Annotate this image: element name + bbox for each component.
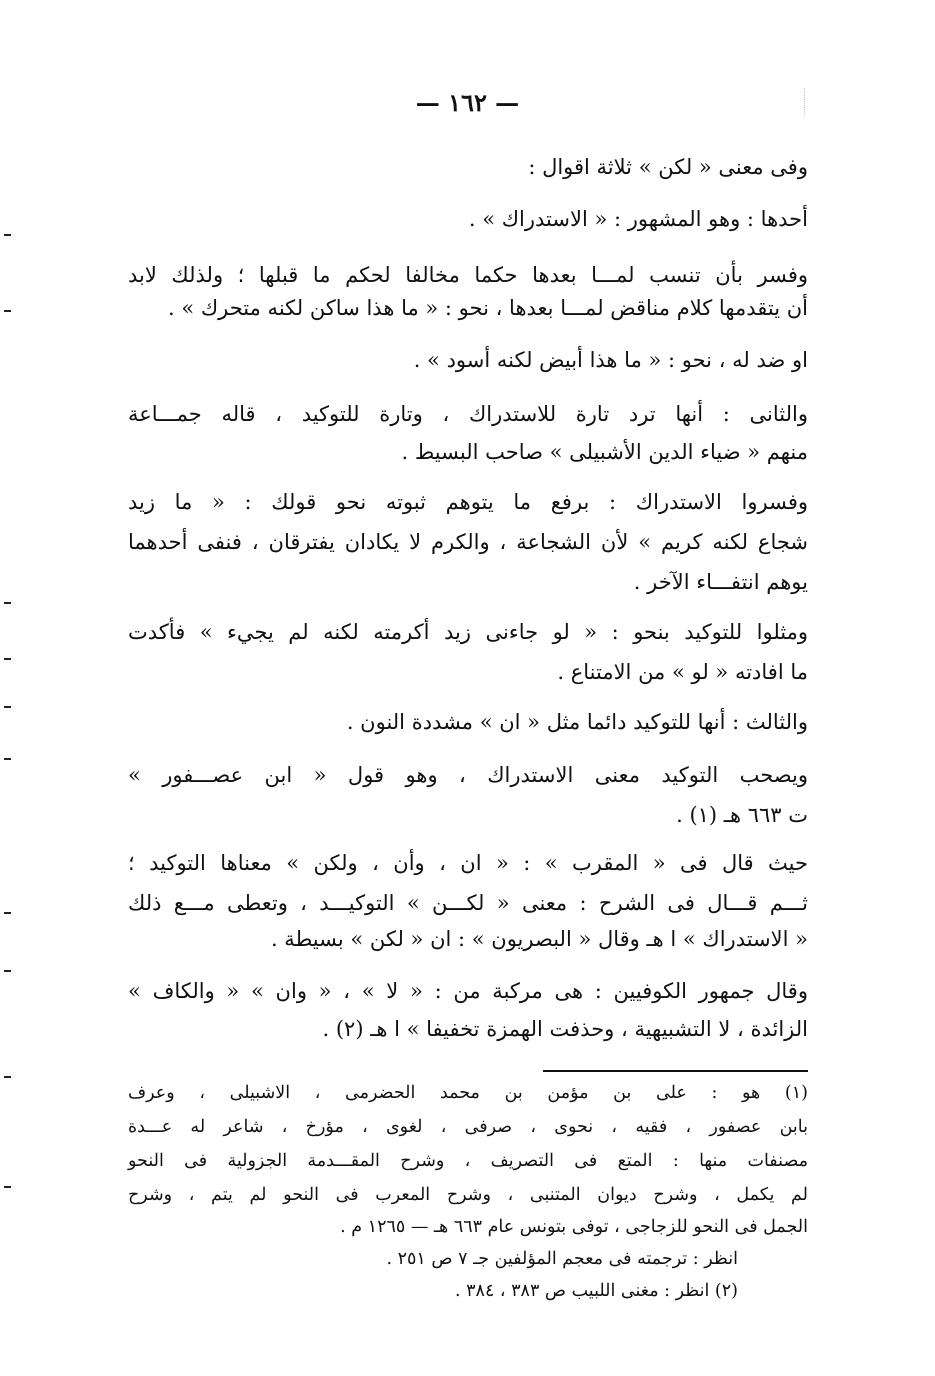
body-line-8: وفسروا الاستدراك : برفع ما يتوهم ثبوته نحو قولك : « ما زيد [128,490,808,514]
body-line-6: والثانى : أنها ترد تارة للاستدراك ، وتارة للتوكيد ، قاله جمـــاعة [128,402,808,426]
scan-speck [4,602,11,604]
body-line-1: وفى معنى « لكن » ثلاثة اقوال : [528,155,808,179]
footnote-line-1: (١) هو : على بن مؤمن بن محمد الحضرمى ، الاشبيلى ، وعرف [128,1083,808,1103]
body-line-13: والثالث : أنها للتوكيد دائما مثل « ان » مشددة النون . [346,710,808,734]
body-line-12: ما افادته « لو » من الامتناع . [557,660,808,684]
footnote-line-2: بابن عصفور ، فقيه ، نحوى ، صرفى ، لغوى ، مؤرخ ، شاعر له عـــدة [128,1117,808,1137]
body-line-9: شجاع لكنه كريم » لأن الشجاعة ، والكرم لا يكادان يفترقان ، فنفى أحدهما [128,530,808,554]
scan-speck [4,310,11,312]
body-line-10: يوهم انتفـــاء الآخر . [633,570,808,594]
footnote-line-5: الجمل فى النحو للزجاجى ، توفى بتونس عام ٦٦٣ هـ — ١٢٦٥ م . [340,1217,808,1237]
body-line-18: « الاستدراك » ا هـ وقال « البصريون » : ان « لكن » بسيطة . [270,927,808,951]
scan-speck [4,1186,11,1188]
body-line-20: الزائدة ، لا التشبيهية ، وحذفت الهمزة تخفيفا » ا هـ (٢) . [322,1017,808,1041]
scan-artifact [804,88,827,116]
body-line-7: منهم « ضياء الدين الأشبيلى » صاحب البسيط . [401,440,808,464]
body-line-17: ثـــم قـــال فى الشرح : معنى « لكـــن » التوكيـــد ، وتعطى مـــع ذلك [128,891,808,915]
scan-speck [4,706,11,708]
body-line-2: أحدها : وهو المشهور : « الاستدراك » . [468,207,808,231]
body-line-4: أن يتقدمها كلام مناقض لمـــا بعدها ، نحو : « ما هذا ساكن لكنه متحرك » . [167,296,808,320]
body-line-16: حيث قال فى « المقرب » : « ان ، وأن ، ولكن » معناها التوكيد ؛ [128,851,808,875]
scan-speck [4,234,11,236]
footnote-separator [543,1070,808,1072]
body-line-15: ت ٦٦٣ هـ (١) . [676,803,808,827]
scan-speck [4,1076,11,1078]
footnote-line-6: انظر : ترجمته فى معجم المؤلفين جـ ٧ ص ٢٥١ . [386,1249,738,1269]
footnote-line-7: (٢) انظر : مغنى اللبيب ص ٣٨٣ ، ٣٨٤ . [455,1281,738,1301]
scan-speck [4,912,11,914]
footnote-line-3: مصنفات منها : المتع فى التصريف ، وشرح المقـــدمة الجزولية فى النحو [128,1151,808,1171]
scan-speck [4,758,11,760]
body-line-14: ويصحب التوكيد معنى الاستدراك ، وهو قول « ابن عصـــفور » [128,763,808,787]
scan-speck [4,658,11,660]
page-number: — ١٦٢ — [415,88,520,117]
body-line-5: او ضد له ، نحو : « ما هذا أبيض لكنه أسود » . [413,348,808,372]
body-line-19: وقال جمهور الكوفيين : هى مركبة من : « لا » ، « وان » « والكاف » [128,979,808,1003]
body-line-11: ومثلوا للتوكيد بنحو : « لو جاءنى زيد أكرمته لكنه لم يجيء » فأكدت [128,620,809,644]
body-line-3: وفسر بأن تنسب لمـــا بعدها حكما مخالفا لحكم ما قبلها ؛ ولذلك لابد [128,263,808,287]
scan-speck [4,970,11,972]
footnote-line-4: لم يكمل ، وشرح ديوان المتنبى ، وشرح المعرب فى النحو لم يتم ، وشرح [128,1185,808,1205]
